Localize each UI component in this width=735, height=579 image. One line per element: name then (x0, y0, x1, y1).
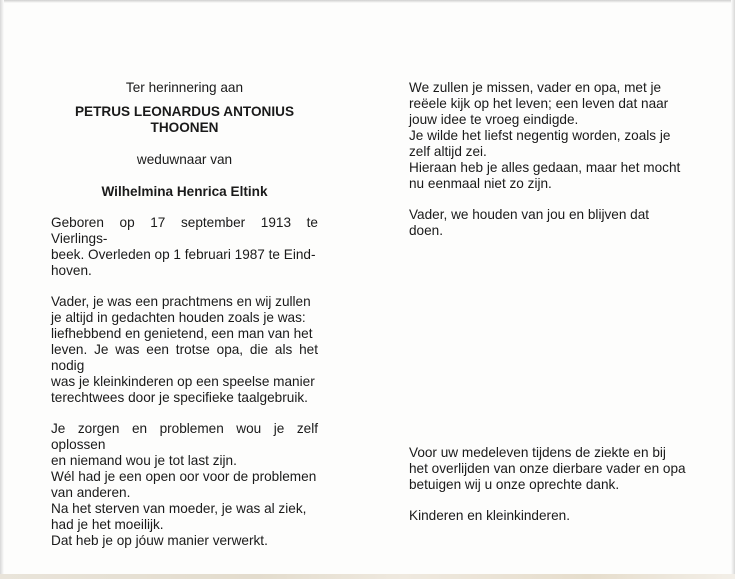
text-line: betuigen wij u onze oprechte dank. (409, 477, 620, 492)
text-line: van anderen. (51, 485, 131, 500)
text-line: je altijd in gedachten houden zoals je was: (51, 310, 306, 325)
text-line: hoven. (51, 263, 92, 278)
text-line: Vader, je was een prachtmens en wij zullen (51, 294, 311, 309)
left-column (51, 80, 318, 549)
text-line: Je wilde het liefst negentig worden, zoals je (409, 128, 671, 143)
text-line: had je het moeilijk. (51, 517, 164, 532)
text-line: leven. Je was een trotse opa, die als het nodig (51, 342, 318, 373)
relation-text: weduwnaar van (136, 152, 233, 167)
deceased-name-line1: PETRUS LEONARDUS ANTONIUS (74, 104, 295, 119)
scan-top-edge (0, 0, 735, 3)
scan-bottom-edge (0, 574, 735, 579)
spouse-name: Wilhelmina Henrica Eltink (101, 184, 268, 199)
text-line: jouw idee te vroeg eindigde. (409, 112, 579, 127)
text-line: beek. Overleden op 1 februari 1987 te Eind- (51, 247, 316, 262)
text-line: het overlijden van onze dierbare vader en opa (409, 461, 686, 476)
right-column (409, 80, 702, 524)
scan-right-edge (731, 0, 735, 579)
text-line: reëele kijk op het leven; een leven dat naar (409, 96, 669, 111)
worries-paragraph (51, 421, 318, 549)
text-line: Dat heb je op jóuw manier verwerkt. (51, 533, 268, 548)
text-line: terechtwees door je specifieke taalgebruik. (51, 390, 308, 405)
text-line: zelf altijd zei. (409, 144, 487, 159)
miss-paragraph (409, 80, 702, 192)
text-line: en niemand wou je tot last zijn. (51, 453, 237, 468)
father-paragraph (51, 294, 318, 406)
text-line: Geboren op 17 september 1913 te Vierlings- (51, 215, 318, 246)
intro-text: Ter herinnering aan (125, 80, 244, 95)
text-line: Vader, we houden van jou en blijven dat (409, 207, 650, 222)
text-line: doen. (409, 223, 444, 238)
text-line: Voor uw medeleven tijdens de ziekte en bij (409, 445, 666, 460)
scan-left-edge (0, 0, 4, 579)
text-line: was je kleinkinderen op een speelse manier (51, 374, 315, 389)
signature-text: Kinderen en kleinkinderen. (409, 508, 570, 523)
love-paragraph (409, 207, 702, 239)
text-line: Na het sterven van moeder, je was al ziek, (51, 501, 307, 516)
deceased-name-line2: THOONEN (150, 120, 219, 135)
thanks-paragraph (409, 445, 702, 493)
text-line: Je zorgen en problemen wou je zelf oplossen (51, 421, 318, 452)
text-line: Hieraan heb je alles gedaan, maar het mocht (409, 160, 681, 175)
birth-death-paragraph (51, 215, 318, 279)
text-line: Wél had je een open oor voor de problemen (51, 469, 317, 484)
text-line: nu eenmaal niet zo zijn. (409, 176, 552, 191)
text-line: We zullen je missen, vader en opa, met je (409, 80, 662, 95)
text-line: liefhebbend en genietend, een man van het (51, 326, 313, 341)
